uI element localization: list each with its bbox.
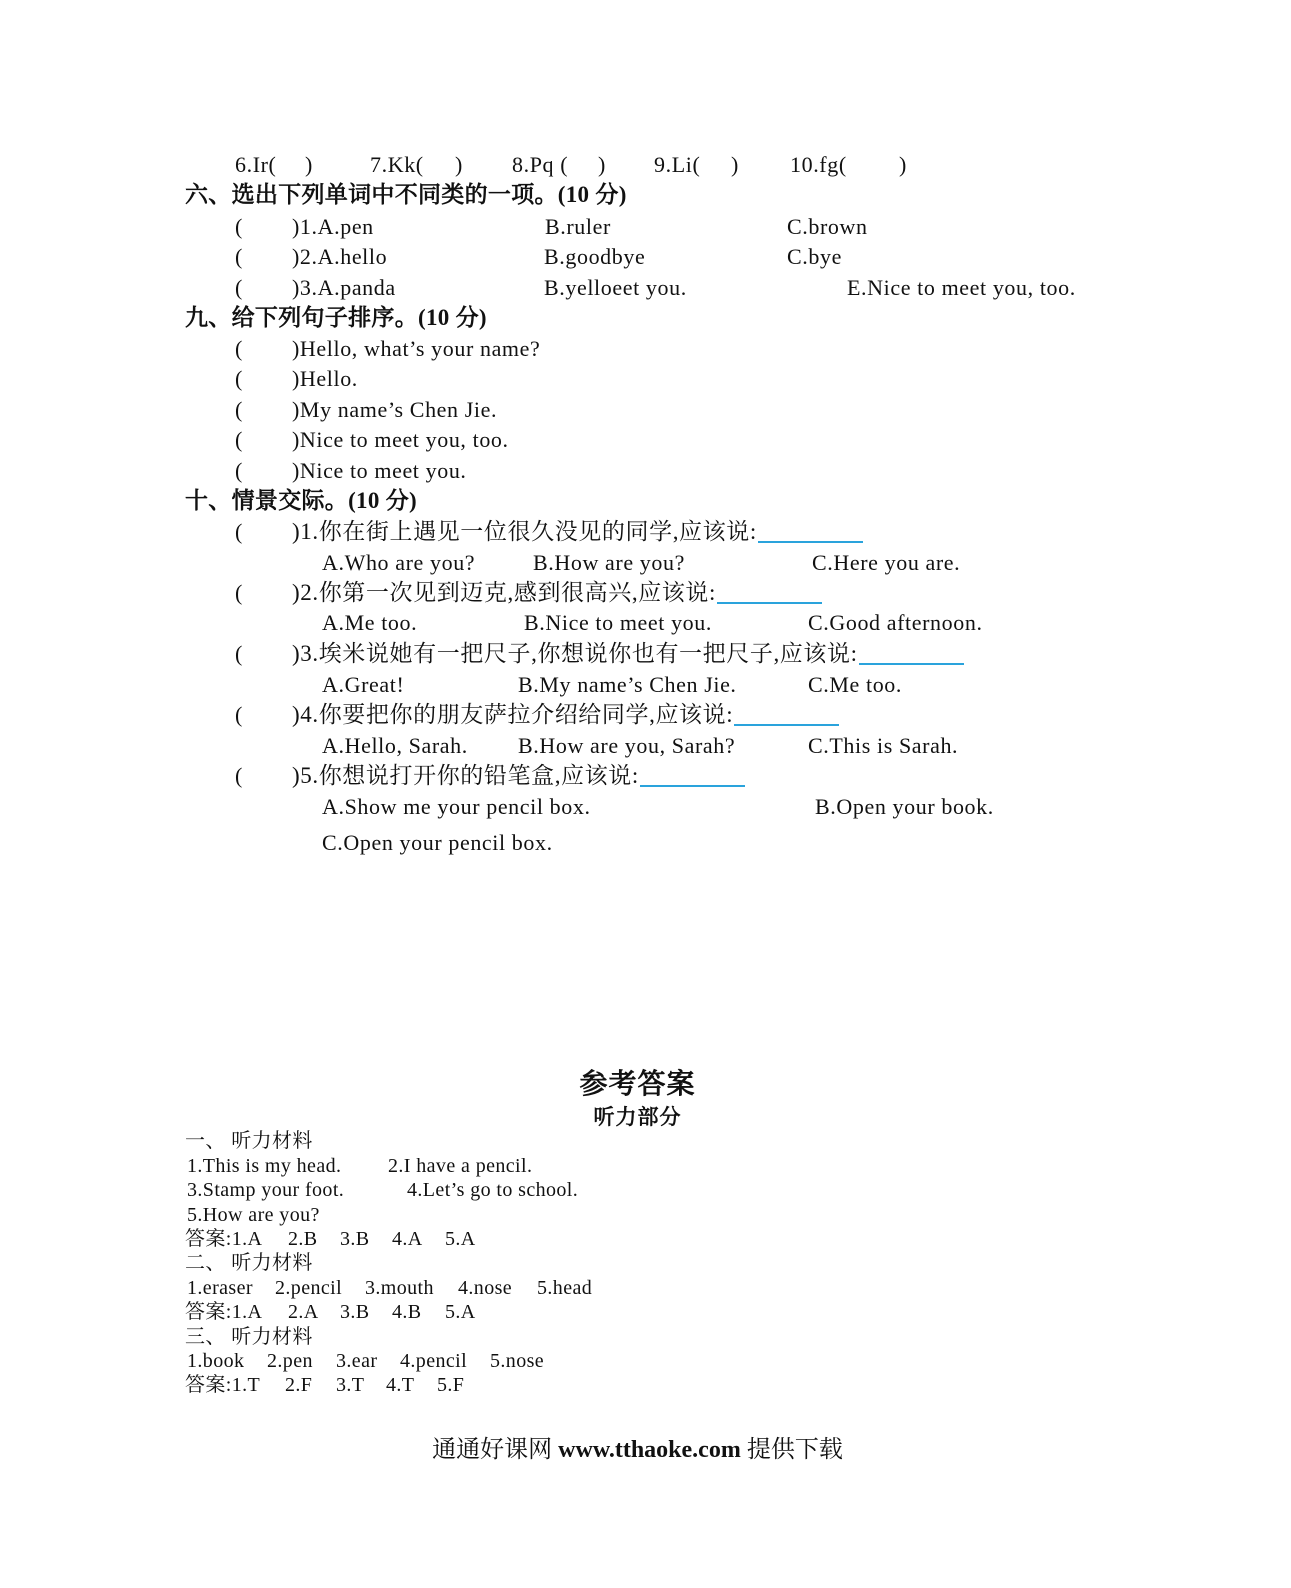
section-10-options-3 <box>0 672 1291 698</box>
section-10-options-1 <box>0 550 1291 576</box>
section-9-sentence-3 <box>0 397 1291 423</box>
question-stem: )5.你想说打开你的铅笔盒,应该说: <box>292 763 639 788</box>
key-item: 5.A <box>445 1301 476 1323</box>
answer-part-2-heading-row <box>0 1251 1291 1275</box>
section-10-heading: 十、情景交际。(10 分) <box>185 488 417 513</box>
section-6-question-3 <box>0 275 1291 301</box>
section-10-heading-row <box>0 488 1291 514</box>
question-stem-wrap <box>292 763 745 789</box>
fill-in-blank <box>640 765 745 787</box>
option-a: A.Hello, Sarah. <box>322 733 468 758</box>
question-stem-wrap <box>292 702 839 728</box>
key-item: 5.F <box>437 1374 465 1396</box>
material-item: 1.This is my head. <box>187 1155 342 1177</box>
question-stem: )3.埃米说她有一把尺子,你想说你也有一把尺子,应该说: <box>292 641 858 666</box>
key-item: 4.T <box>386 1374 415 1396</box>
option-c: C.Good afternoon. <box>808 610 983 635</box>
pair-item-10: 10.fg( <box>790 152 847 177</box>
answer-key-title: 参考答案 <box>579 1069 696 1100</box>
answer-bracket: ( <box>235 519 243 544</box>
material-item: 4.Let’s go to school. <box>407 1179 579 1201</box>
answer-part-1-heading-row <box>0 1129 1291 1153</box>
answer-key-subtitle: 听力部分 <box>593 1105 682 1129</box>
sentence-text: )My name’s Chen Jie. <box>292 397 498 422</box>
answer-bracket: ( <box>235 458 243 483</box>
answer-part-1-material-row-2 <box>0 1178 1291 1202</box>
section-10-question-4 <box>0 702 1291 728</box>
key-item: 答案:1.A <box>185 1228 263 1250</box>
option-a: A.Show me your pencil box. <box>322 794 591 819</box>
material-item: 3.ear <box>336 1350 378 1372</box>
section-10-options-4 <box>0 733 1291 759</box>
key-item: 2.F <box>285 1374 313 1396</box>
pair-bracket-10: ) <box>899 152 907 177</box>
pair-item-8: 8.Pq ( <box>512 152 569 177</box>
key-item: 3.B <box>340 1228 370 1250</box>
section-9-sentence-2 <box>0 366 1291 392</box>
section-10-options-5-cont <box>0 830 1291 856</box>
material-item: 2.I have a pencil. <box>388 1155 533 1177</box>
answer-bracket: ( <box>235 275 243 300</box>
option-b: B.My name’s Chen Jie. <box>518 672 737 697</box>
answer-bracket: ( <box>235 336 243 361</box>
option-b: B.Open your book. <box>815 794 994 819</box>
section-9-heading-row <box>0 305 1291 331</box>
answer-bracket: ( <box>235 580 243 605</box>
answer-bracket: ( <box>235 214 243 239</box>
section-10-question-2 <box>0 580 1291 606</box>
fill-in-blank <box>734 704 839 726</box>
answer-part-1-key-row <box>0 1227 1291 1251</box>
material-item: 2.pencil <box>275 1277 343 1299</box>
pair-bracket-6: ) <box>305 152 313 177</box>
material-item: 3.Stamp your foot. <box>187 1179 345 1201</box>
answer-part-heading: 二、 听力材料 <box>185 1252 313 1274</box>
material-item: 1.eraser <box>187 1277 253 1299</box>
section-10-question-5 <box>0 763 1291 789</box>
section-9-sentence-4 <box>0 427 1291 453</box>
material-item: 4.pencil <box>400 1350 468 1372</box>
fill-in-blank <box>758 521 863 543</box>
footer-prefix: 通通好课网 <box>432 1437 553 1463</box>
key-item: 4.A <box>392 1228 423 1250</box>
answer-bracket: ( <box>235 427 243 452</box>
option-b: B.How are you? <box>533 550 685 575</box>
sentence-text: )Nice to meet you. <box>292 458 467 483</box>
answer-bracket: ( <box>235 702 243 727</box>
section-10-options-5 <box>0 794 1291 820</box>
section-9-sentence-5 <box>0 458 1291 484</box>
sentence-text: )Hello, what’s your name? <box>292 336 541 361</box>
footer <box>0 1436 1275 1464</box>
option-b: B.Nice to meet you. <box>524 610 712 635</box>
material-item: 5.nose <box>490 1350 545 1372</box>
sentence-text: )Nice to meet you, too. <box>292 427 509 452</box>
pair-bracket-9: ) <box>731 152 739 177</box>
section-10-options-2 <box>0 610 1291 636</box>
question-stem: )3.A.panda <box>292 275 396 300</box>
question-stem-wrap <box>292 641 964 667</box>
section-10-question-1 <box>0 519 1291 545</box>
answer-part-3-heading-row <box>0 1325 1291 1349</box>
option-c: C.Here you are. <box>812 550 961 575</box>
section-9-sentence-1 <box>0 336 1291 362</box>
section-10-question-3 <box>0 641 1291 667</box>
answer-bracket: ( <box>235 763 243 788</box>
material-item: 1.book <box>187 1350 245 1372</box>
option-b: B.ruler <box>545 214 611 239</box>
question-stem: )1.A.pen <box>292 214 374 239</box>
option-b: B.How are you, Sarah? <box>518 733 736 758</box>
material-item: 4.nose <box>458 1277 513 1299</box>
question-stem: )2.A.hello <box>292 244 388 269</box>
answer-part-2-key-row <box>0 1300 1291 1324</box>
footer-site-link[interactable]: www.tthaoke.com <box>558 1437 741 1463</box>
answer-part-heading: 一、 听力材料 <box>185 1130 313 1152</box>
answer-bracket: ( <box>235 397 243 422</box>
pair-item-9: 9.Li( <box>654 152 701 177</box>
answer-part-heading: 三、 听力材料 <box>185 1326 313 1348</box>
key-item: 2.A <box>288 1301 319 1323</box>
answer-part-1-material-row-3 <box>0 1203 1291 1227</box>
footer-suffix: 提供下载 <box>746 1437 843 1463</box>
key-item: 4.B <box>392 1301 422 1323</box>
option-c: C.Open your pencil box. <box>322 830 553 855</box>
material-item: 2.pen <box>267 1350 313 1372</box>
key-item: 答案:1.A <box>185 1301 263 1323</box>
material-item: 5.head <box>537 1277 593 1299</box>
answer-part-1-material-row-1 <box>0 1154 1291 1178</box>
option-c: C.This is Sarah. <box>808 733 959 758</box>
option-c: C.brown <box>787 214 868 239</box>
answer-bracket: ( <box>235 244 243 269</box>
section-6-heading: 六、选出下列单词中不同类的一项。(10 分) <box>185 182 627 207</box>
material-item: 3.mouth <box>365 1277 434 1299</box>
question-stem: )1.你在街上遇见一位很久没见的同学,应该说: <box>292 519 757 544</box>
question-stem-wrap <box>292 580 822 606</box>
key-item: 3.B <box>340 1301 370 1323</box>
section-9-heading: 九、给下列句子排序。(10 分) <box>185 305 487 330</box>
pair-item-7: 7.Kk( <box>370 152 424 177</box>
pair-bracket-7: ) <box>455 152 463 177</box>
answer-bracket: ( <box>235 641 243 666</box>
answer-part-3-key-row <box>0 1373 1291 1397</box>
question-stem: )4.你要把你的朋友萨拉介绍给同学,应该说: <box>292 702 734 727</box>
option-c: C.bye <box>787 244 842 269</box>
section-6-heading-row <box>0 182 1291 208</box>
letter-pairs-row <box>0 152 1291 178</box>
key-item: 2.B <box>288 1228 318 1250</box>
option-b: B.yelloeet you. <box>544 275 687 300</box>
question-stem: )2.你第一次见到迈克,感到很高兴,应该说: <box>292 580 716 605</box>
option-a: A.Great! <box>322 672 405 697</box>
fill-in-blank <box>859 643 964 665</box>
material-item: 5.How are you? <box>187 1204 320 1226</box>
sentence-text: )Hello. <box>292 366 358 391</box>
option-c: E.Nice to meet you, too. <box>847 275 1076 300</box>
section-6-question-2 <box>0 244 1291 270</box>
fill-in-blank <box>717 582 822 604</box>
option-a: A.Who are you? <box>322 550 476 575</box>
option-b: B.goodbye <box>544 244 646 269</box>
option-c: C.Me too. <box>808 672 903 697</box>
answer-bracket: ( <box>235 366 243 391</box>
answer-part-3-material-row <box>0 1349 1291 1373</box>
section-6-question-1 <box>0 214 1291 240</box>
key-item: 5.A <box>445 1228 476 1250</box>
key-item: 答案:1.T <box>185 1374 261 1396</box>
answer-part-2-material-row <box>0 1276 1291 1300</box>
question-stem-wrap <box>292 519 863 545</box>
option-a: A.Me too. <box>322 610 418 635</box>
pair-item-6: 6.Ir( <box>235 152 277 177</box>
pair-bracket-8: ) <box>598 152 606 177</box>
key-item: 3.T <box>336 1374 365 1396</box>
